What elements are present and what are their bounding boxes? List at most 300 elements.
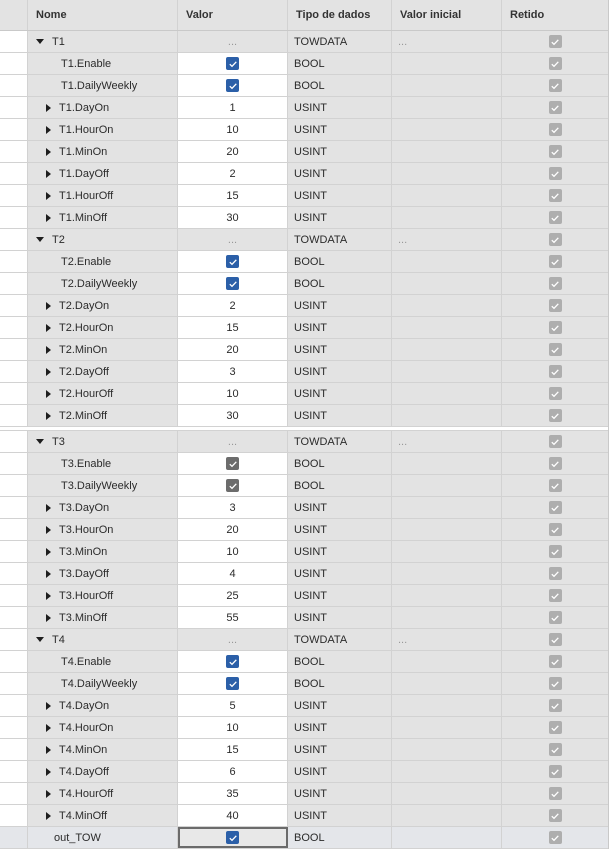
retained-checkbox <box>549 189 562 202</box>
value-cell[interactable] <box>178 251 288 272</box>
initial-value-cell[interactable] <box>392 53 502 74</box>
value-text: 10 <box>226 123 239 136</box>
row-gutter[interactable] <box>0 475 28 496</box>
row-gutter[interactable] <box>0 383 28 404</box>
value-cell[interactable] <box>178 119 288 140</box>
value-checkbox[interactable] <box>226 79 239 92</box>
value-cell: ... <box>178 229 288 250</box>
row-gutter[interactable] <box>0 163 28 184</box>
retained-checkbox <box>549 501 562 514</box>
triangle-down-icon[interactable] <box>36 39 44 44</box>
value-text: 20 <box>226 343 239 356</box>
triangle-right-icon[interactable] <box>46 192 51 200</box>
value-text: 15 <box>226 321 239 334</box>
type-cell: USINT <box>288 695 392 716</box>
row-gutter[interactable] <box>0 717 28 738</box>
retained-checkbox <box>549 589 562 602</box>
type-cell: USINT <box>288 97 392 118</box>
table-row-group[interactable] <box>0 431 608 453</box>
value-cell[interactable] <box>178 163 288 184</box>
table-row[interactable] <box>0 75 608 97</box>
row-gutter[interactable] <box>0 405 28 426</box>
triangle-right-icon[interactable] <box>46 746 51 754</box>
value-cell[interactable] <box>178 53 288 74</box>
initial-value-cell[interactable] <box>392 717 502 738</box>
value-cell[interactable] <box>178 339 288 360</box>
row-gutter[interactable] <box>0 97 28 118</box>
header-tipo-de-dados[interactable]: Tipo de dados <box>288 0 392 30</box>
table-row[interactable] <box>0 541 608 563</box>
variable-name: T4.HourOn <box>59 721 114 734</box>
table-row[interactable] <box>0 695 608 717</box>
header-retido[interactable]: Retido <box>502 0 608 30</box>
triangle-right-icon[interactable] <box>46 390 51 398</box>
row-gutter[interactable] <box>0 31 28 52</box>
value-checkbox[interactable] <box>226 831 239 844</box>
table-row[interactable] <box>0 453 608 475</box>
initial-value-cell[interactable] <box>392 695 502 716</box>
table-header <box>0 0 608 31</box>
row-gutter[interactable] <box>0 783 28 804</box>
initial-value-cell[interactable] <box>392 405 502 426</box>
name-cell <box>28 519 178 540</box>
retained-checkbox <box>549 277 562 290</box>
row-gutter[interactable] <box>0 273 28 294</box>
header-nome[interactable]: Nome <box>28 0 178 30</box>
value-cell[interactable] <box>178 317 288 338</box>
type-cell: BOOL <box>288 251 392 272</box>
variable-name: T3.DayOff <box>59 567 109 580</box>
type-cell: USINT <box>288 783 392 804</box>
initial-value-cell[interactable] <box>392 207 502 228</box>
initial-value-cell[interactable] <box>392 185 502 206</box>
table-row[interactable] <box>0 783 608 805</box>
value-text: 3 <box>229 501 236 514</box>
table-row[interactable] <box>0 119 608 141</box>
table-row[interactable] <box>0 519 608 541</box>
retained-cell <box>502 541 608 562</box>
type-cell: USINT <box>288 185 392 206</box>
value-cell[interactable] <box>178 607 288 628</box>
retained-checkbox <box>549 387 562 400</box>
value-text: 4 <box>229 567 236 580</box>
triangle-right-icon[interactable] <box>46 148 51 156</box>
row-gutter[interactable] <box>0 519 28 540</box>
initial-value-cell[interactable] <box>392 75 502 96</box>
value-checkbox[interactable] <box>226 57 239 70</box>
initial-value-cell[interactable] <box>392 827 502 848</box>
row-gutter[interactable] <box>0 827 28 848</box>
value-checkbox[interactable] <box>226 677 239 690</box>
row-gutter[interactable] <box>0 541 28 562</box>
value-cell[interactable] <box>178 519 288 540</box>
retained-cell <box>502 717 608 738</box>
table-row[interactable] <box>0 761 608 783</box>
type-cell: USINT <box>288 141 392 162</box>
name-cell <box>28 453 178 474</box>
table-row[interactable] <box>0 475 608 497</box>
value-cell[interactable] <box>178 475 288 496</box>
table-row[interactable] <box>0 405 608 427</box>
initial-value-cell[interactable] <box>392 783 502 804</box>
name-cell <box>28 585 178 606</box>
triangle-right-icon[interactable] <box>46 812 51 820</box>
value-cell[interactable] <box>178 739 288 760</box>
triangle-right-icon[interactable] <box>46 570 51 578</box>
row-gutter[interactable] <box>0 229 28 250</box>
value-cell[interactable] <box>178 695 288 716</box>
value-cell[interactable] <box>178 497 288 518</box>
triangle-down-icon[interactable] <box>36 439 44 444</box>
variable-name: T1.DayOn <box>59 101 110 114</box>
type-cell: TOWDATA <box>288 629 392 650</box>
table-row-group[interactable] <box>0 629 608 651</box>
triangle-right-icon[interactable] <box>46 104 51 112</box>
variable-name: T3.MinOn <box>59 545 108 558</box>
variable-name: T2.DailyWeekly <box>61 277 138 290</box>
variable-name: T4.DayOn <box>59 699 110 712</box>
table-row[interactable] <box>0 805 608 827</box>
value-cell-selected[interactable] <box>178 827 288 848</box>
retained-cell <box>502 453 608 474</box>
table-row[interactable] <box>0 739 608 761</box>
initial-value-cell[interactable] <box>392 163 502 184</box>
value-cell[interactable] <box>178 295 288 316</box>
row-gutter[interactable] <box>0 497 28 518</box>
triangle-right-icon[interactable] <box>46 214 51 222</box>
variable-name: T3.HourOn <box>59 523 114 536</box>
table-row[interactable] <box>0 563 608 585</box>
type-cell: USINT <box>288 497 392 518</box>
initial-value-cell[interactable] <box>392 475 502 496</box>
variable-name: T3.DayOn <box>59 501 110 514</box>
type-cell: USINT <box>288 383 392 404</box>
retained-cell <box>502 273 608 294</box>
initial-value-cell: ... <box>392 431 502 452</box>
row-gutter[interactable] <box>0 673 28 694</box>
value-cell[interactable] <box>178 783 288 804</box>
initial-value-cell[interactable] <box>392 563 502 584</box>
table-row[interactable] <box>0 585 608 607</box>
row-gutter[interactable] <box>0 317 28 338</box>
value-checkbox[interactable] <box>226 479 239 492</box>
triangle-right-icon[interactable] <box>46 504 51 512</box>
initial-value-cell[interactable] <box>392 273 502 294</box>
header-valor[interactable]: Valor <box>178 0 288 30</box>
table-row[interactable] <box>0 207 608 229</box>
value-checkbox[interactable] <box>226 655 239 668</box>
variable-name: out_TOW <box>54 831 101 844</box>
group-name-cell[interactable] <box>28 629 178 650</box>
value-cell[interactable] <box>178 761 288 782</box>
type-cell: USINT <box>288 163 392 184</box>
type-cell: USINT <box>288 519 392 540</box>
table-row[interactable] <box>0 717 608 739</box>
value-text: 10 <box>226 387 239 400</box>
value-text: 25 <box>226 589 239 602</box>
retained-cell <box>502 295 608 316</box>
group-name-cell[interactable] <box>28 31 178 52</box>
type-cell: USINT <box>288 761 392 782</box>
type-cell: BOOL <box>288 453 392 474</box>
triangle-right-icon[interactable] <box>46 768 51 776</box>
value-cell[interactable] <box>178 383 288 404</box>
retained-cell <box>502 119 608 140</box>
table-row[interactable] <box>0 607 608 629</box>
value-cell[interactable] <box>178 563 288 584</box>
type-cell: USINT <box>288 717 392 738</box>
triangle-right-icon[interactable] <box>46 548 51 556</box>
value-checkbox[interactable] <box>226 255 239 268</box>
triangle-right-icon[interactable] <box>46 412 51 420</box>
retained-cell <box>502 383 608 404</box>
type-cell: TOWDATA <box>288 229 392 250</box>
table-row[interactable] <box>0 383 608 405</box>
retained-cell <box>502 475 608 496</box>
value-text: 55 <box>226 611 239 624</box>
group-name-cell[interactable] <box>28 431 178 452</box>
retained-cell <box>502 783 608 804</box>
retained-checkbox <box>549 765 562 778</box>
table-row-group[interactable] <box>0 31 608 53</box>
triangle-right-icon[interactable] <box>46 614 51 622</box>
name-cell <box>28 273 178 294</box>
triangle-right-icon[interactable] <box>46 170 51 178</box>
initial-value-cell[interactable] <box>392 739 502 760</box>
table-row-out-tow[interactable] <box>0 827 608 849</box>
name-cell <box>28 607 178 628</box>
initial-value-cell[interactable] <box>392 453 502 474</box>
triangle-right-icon[interactable] <box>46 368 51 376</box>
triangle-right-icon[interactable] <box>46 526 51 534</box>
triangle-right-icon[interactable] <box>46 346 51 354</box>
value-cell[interactable] <box>178 717 288 738</box>
row-gutter[interactable] <box>0 207 28 228</box>
value-cell[interactable] <box>178 405 288 426</box>
name-cell <box>28 695 178 716</box>
variable-name: T1.MinOn <box>59 145 108 158</box>
retained-checkbox <box>549 787 562 800</box>
initial-value-cell[interactable] <box>392 651 502 672</box>
initial-value-cell[interactable] <box>392 585 502 606</box>
table-row[interactable] <box>0 339 608 361</box>
retained-checkbox <box>549 545 562 558</box>
value-cell[interactable] <box>178 361 288 382</box>
triangle-down-icon[interactable] <box>36 637 44 642</box>
initial-value-cell[interactable] <box>392 383 502 404</box>
type-cell: USINT <box>288 541 392 562</box>
table-row[interactable] <box>0 295 608 317</box>
retained-cell <box>502 585 608 606</box>
row-gutter[interactable] <box>0 185 28 206</box>
table-row[interactable] <box>0 185 608 207</box>
row-gutter[interactable] <box>0 563 28 584</box>
variable-name: T4.MinOn <box>59 743 108 756</box>
triangle-right-icon[interactable] <box>46 592 51 600</box>
value-cell[interactable] <box>178 651 288 672</box>
value-text: 10 <box>226 721 239 734</box>
variable-name: T1.DayOff <box>59 167 109 180</box>
table-row-group[interactable] <box>0 229 608 251</box>
header-valor-inicial[interactable]: Valor inicial <box>392 0 502 30</box>
name-cell <box>28 361 178 382</box>
value-cell[interactable] <box>178 541 288 562</box>
variable-name: T2.MinOff <box>59 409 108 422</box>
retained-checkbox <box>549 523 562 536</box>
retained-checkbox <box>549 167 562 180</box>
retained-checkbox <box>549 343 562 356</box>
retained-checkbox <box>549 831 562 844</box>
retained-checkbox <box>549 123 562 136</box>
type-cell: USINT <box>288 563 392 584</box>
table-row[interactable] <box>0 361 608 383</box>
table-row[interactable] <box>0 317 608 339</box>
triangle-right-icon[interactable] <box>46 302 51 310</box>
row-gutter[interactable] <box>0 295 28 316</box>
name-cell <box>28 207 178 228</box>
group-name: T3 <box>52 435 65 448</box>
initial-value-cell[interactable] <box>392 805 502 826</box>
type-cell: USINT <box>288 207 392 228</box>
name-cell <box>28 119 178 140</box>
retained-cell <box>502 251 608 272</box>
variable-name: T4.DayOff <box>59 765 109 778</box>
value-cell[interactable] <box>178 585 288 606</box>
retained-checkbox <box>549 35 562 48</box>
initial-value-cell[interactable] <box>392 141 502 162</box>
value-cell[interactable] <box>178 75 288 96</box>
retained-cell <box>502 75 608 96</box>
value-cell[interactable] <box>178 207 288 228</box>
table-row[interactable] <box>0 497 608 519</box>
initial-value-cell[interactable] <box>392 361 502 382</box>
triangle-right-icon[interactable] <box>46 126 51 134</box>
initial-value-cell: ... <box>392 229 502 250</box>
type-cell: USINT <box>288 317 392 338</box>
name-cell <box>28 251 178 272</box>
initial-value-cell[interactable] <box>392 119 502 140</box>
row-gutter[interactable] <box>0 251 28 272</box>
group-name: T1 <box>52 35 65 48</box>
value-cell[interactable] <box>178 805 288 826</box>
retained-cell <box>502 317 608 338</box>
row-gutter[interactable] <box>0 651 28 672</box>
triangle-down-icon[interactable] <box>36 237 44 242</box>
variable-name: T1.HourOff <box>59 189 114 202</box>
retained-cell <box>502 97 608 118</box>
variable-name: T2.DayOn <box>59 299 110 312</box>
name-cell <box>28 783 178 804</box>
value-checkbox[interactable] <box>226 277 239 290</box>
triangle-right-icon[interactable] <box>46 790 51 798</box>
value-cell[interactable] <box>178 141 288 162</box>
table-row[interactable] <box>0 273 608 295</box>
retained-checkbox <box>549 255 562 268</box>
value-checkbox[interactable] <box>226 457 239 470</box>
value-cell[interactable] <box>178 453 288 474</box>
initial-value-cell[interactable] <box>392 519 502 540</box>
table-row[interactable] <box>0 651 608 673</box>
type-cell: USINT <box>288 585 392 606</box>
row-gutter[interactable] <box>0 739 28 760</box>
table-row[interactable] <box>0 141 608 163</box>
row-gutter[interactable] <box>0 805 28 826</box>
value-text: 3 <box>229 365 236 378</box>
retained-cell <box>502 695 608 716</box>
initial-value-cell[interactable] <box>392 251 502 272</box>
retained-checkbox <box>549 57 562 70</box>
triangle-right-icon[interactable] <box>46 724 51 732</box>
triangle-right-icon[interactable] <box>46 324 51 332</box>
row-gutter[interactable] <box>0 53 28 74</box>
triangle-right-icon[interactable] <box>46 702 51 710</box>
row-gutter[interactable] <box>0 607 28 628</box>
initial-value-cell[interactable] <box>392 497 502 518</box>
value-text: 6 <box>229 765 236 778</box>
value-text: 1 <box>229 101 236 114</box>
initial-value-cell[interactable] <box>392 339 502 360</box>
value-cell[interactable] <box>178 273 288 294</box>
row-gutter[interactable] <box>0 453 28 474</box>
retained-checkbox <box>549 409 562 422</box>
table-row[interactable] <box>0 673 608 695</box>
row-gutter[interactable] <box>0 695 28 716</box>
row-gutter[interactable] <box>0 119 28 140</box>
row-gutter[interactable] <box>0 431 28 452</box>
name-cell <box>28 475 178 496</box>
value-cell[interactable] <box>178 673 288 694</box>
name-cell <box>28 163 178 184</box>
row-gutter[interactable] <box>0 75 28 96</box>
value-text: 2 <box>229 167 236 180</box>
value-cell[interactable] <box>178 185 288 206</box>
initial-value-cell[interactable] <box>392 607 502 628</box>
retained-cell <box>502 185 608 206</box>
variable-name: T2.HourOn <box>59 321 114 334</box>
row-gutter[interactable] <box>0 585 28 606</box>
initial-value-cell[interactable] <box>392 317 502 338</box>
value-cell: ... <box>178 31 288 52</box>
row-gutter[interactable] <box>0 141 28 162</box>
initial-value-cell[interactable] <box>392 295 502 316</box>
row-gutter[interactable] <box>0 761 28 782</box>
retained-cell <box>502 673 608 694</box>
row-gutter[interactable] <box>0 629 28 650</box>
table-row[interactable] <box>0 251 608 273</box>
type-cell: BOOL <box>288 75 392 96</box>
table-row[interactable] <box>0 97 608 119</box>
name-cell <box>28 75 178 96</box>
retained-cell <box>502 361 608 382</box>
group-name: T2 <box>52 233 65 246</box>
row-gutter[interactable] <box>0 339 28 360</box>
name-cell <box>28 563 178 584</box>
retained-checkbox <box>549 457 562 470</box>
initial-value-cell[interactable] <box>392 761 502 782</box>
name-cell <box>28 761 178 782</box>
initial-value-cell[interactable] <box>392 673 502 694</box>
row-gutter[interactable] <box>0 361 28 382</box>
type-cell: USINT <box>288 119 392 140</box>
retained-checkbox <box>549 743 562 756</box>
initial-value-cell[interactable] <box>392 97 502 118</box>
value-text: 20 <box>226 523 239 536</box>
table-row[interactable] <box>0 163 608 185</box>
group-name-cell[interactable] <box>28 229 178 250</box>
value-cell[interactable] <box>178 97 288 118</box>
table-row[interactable] <box>0 53 608 75</box>
initial-value-cell[interactable] <box>392 541 502 562</box>
